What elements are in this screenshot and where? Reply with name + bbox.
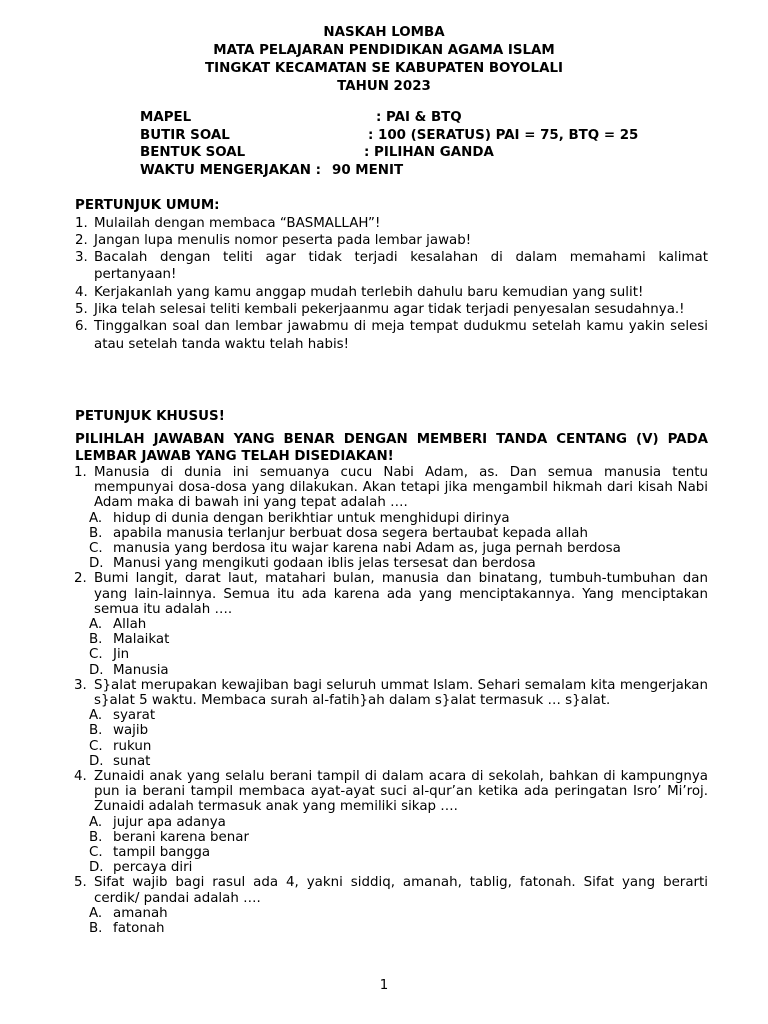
document-header [0,24,768,96]
question-text: 1. Manusia di dunia ini semuanya cucu Nabi Adam, as. Dan semua manusia tentu mempunyai dosa-dosa yang dilakukan. Akan tetapi jika mengambil hikmah dari kisah Nabi Adam maka di bawah ini yang tepat adalah …. [74,465,708,511]
general-instructions [75,197,708,353]
header-title: NASKAH LOMBA [323,25,445,40]
answer-option: D. Manusia [89,662,169,678]
question [67,769,708,875]
general-instructions-title: PERTUNJUK UMUM: [75,198,220,213]
answer-option: C. rukun [89,738,152,754]
question [67,465,708,571]
list-item: 2. Jangan lupa menulis nomor peserta pada lembar jawab! [75,232,472,248]
question-text: 3. S}alat merupakan kewajiban bagi seluruh ummat Islam. Sehari semalam kita mengerjakan s}alat 5 waktu. Membaca surah al-fatih}ah dalam s}alat termasuk … s}alat. [74,677,708,709]
specific-instructions [75,408,708,465]
answer-option: C. manusia yang berdosa itu wajar karena nabi Adam as, juga pernah berdosa [89,541,621,557]
answer-option: A. Allah [89,617,147,633]
question [67,875,708,936]
info-label: BENTUK SOAL [140,145,246,160]
info-label: WAKTU MENGERJAKAN : [140,162,322,178]
answer-option: A. hidup di dunia dengan berikhtiar untuk menghidupi dirinya [89,510,510,526]
question [67,678,708,769]
page-number: 1 [379,978,389,993]
general-instructions-list [75,215,708,353]
answer-option: B. wajib [89,723,149,739]
list-item: 6. Tinggalkan soal dan lembar jawabmu di meja tempat dudukmu setelah kamu yakin selesi atau setelah tanda waktu telah habis! [75,319,708,352]
question-text: 5. Sifat wajib bagi rasul ada 4, yakni siddiq, amanah, tablig, fatonah. Sifat yang berarti cerdik/ pandai adalah …. [74,875,708,906]
answer-option: B. fatonah [89,921,165,937]
list-item: 1. Mulailah dengan membaca “BASMALLAH”! [75,215,381,231]
question-text: 2. Bumi langit, darat laut, matahari bulan, manusia dan binatang, tumbuh-tumbuhan dan yang lain-lainnya. Semua itu ada karena ada yang menciptakannya. Yang menciptakan semua itu adalah …. [74,571,708,617]
answer-option: A. amanah [89,905,168,921]
answer-option: A. jujur apa adanya [89,814,226,830]
specific-instructions-text: PILIHLAH JAWABAN YANG BENAR DENGAN MEMBERI TANDA CENTANG (V) PADA LEMBAR JAWAB YANG TELAH DISEDIAKAN! [75,431,708,464]
header-subject: MATA PELAJARAN PENDIDIKAN AGAMA ISLAM [213,43,555,58]
answer-option: D. percaya diri [89,860,193,876]
info-value: 90 MENIT [332,162,404,178]
question [67,571,708,677]
answer-option: D. Manusi yang mengikuti godaan iblis jelas tersesat dan berdosa [89,556,536,572]
specific-instructions-title: PETUNJUK KHUSUS! [75,409,225,424]
list-item: 3. Bacalah dengan teliti agar tidak terjadi kesalahan di dalam memahami kalimat pertanyaan! [75,250,708,283]
info-value: : 100 (SERATUS) PAI = 75, BTQ = 25 [368,127,639,143]
info-label: MAPEL [140,110,192,125]
info-value: : PAI & BTQ [376,110,462,125]
info-value: : PILIHAN GANDA [364,145,494,160]
answer-option: C. tampil bangga [89,845,211,861]
answer-option: A. syarat [89,708,156,724]
answer-option: B. berani karena benar [89,829,249,845]
header-level: TINGKAT KECAMATAN SE KABUPATEN BOYOLALI [205,61,563,76]
question-text: 4. Zunaidi anak yang selalu berani tampil di dalam acara di sekolah, bahkan di kampungnya pun ia berani tampil membaca ayat-ayat suci al-qur’an ketika ada peringatan Isro’ Mi’roj. Zunaidi adalah termasuk anak yang memiliki sikap …. [74,769,708,815]
list-item: 4. Kerjakanlah yang kamu anggap mudah terlebih dahulu baru kemudian yang sulit! [75,284,644,300]
info-label: BUTIR SOAL [140,127,230,143]
answer-option: C. Jin [89,647,130,663]
question-list [67,465,708,936]
list-item: 5. Jika telah selesai teliti kembali pekerjaanmu agar tidak terjadi penyesalan sesudahnya.! [75,301,685,317]
header-year: TAHUN 2023 [337,79,431,94]
answer-option: B. Malaikat [89,632,170,648]
answer-option: D. sunat [89,753,151,769]
answer-option: B. apabila manusia terlanjur berbuat dosa segera bertaubat kepada allah [89,525,588,541]
